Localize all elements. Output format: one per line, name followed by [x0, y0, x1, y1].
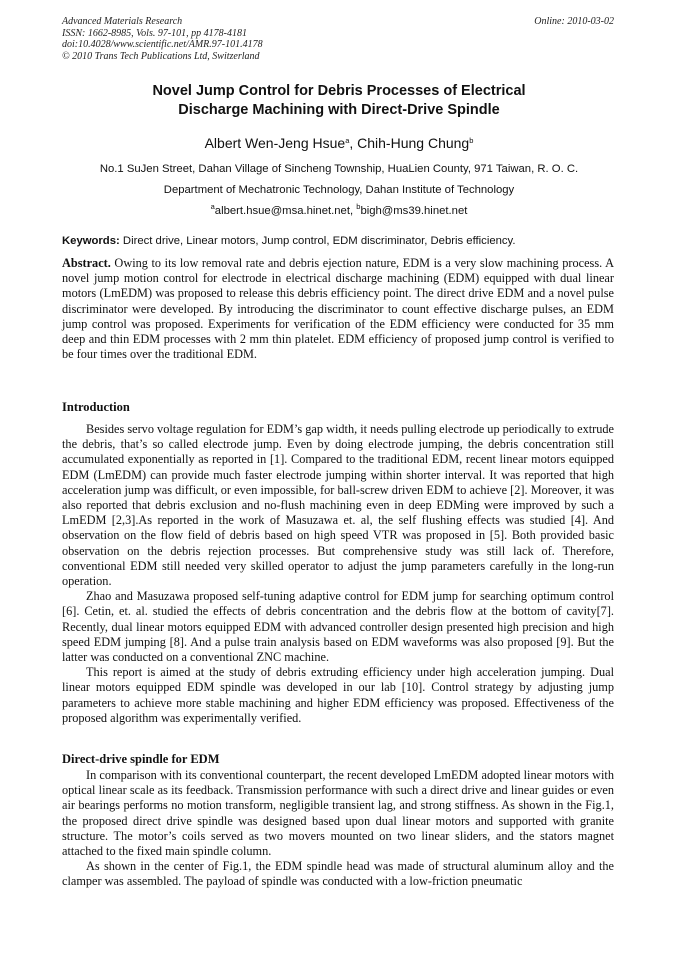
keywords-label: Keywords: — [62, 235, 120, 247]
title-line-1: Novel Jump Control for Debris Processes of Electrical — [152, 83, 526, 99]
affiliation-address: No.1 SuJen Street, Dahan Village of Sincheng Township, HuaLien County, 971 Taiwan, R. O. C. — [99, 163, 579, 175]
journal-doi: doi:10.4028/www.scientific.net/AMR.97-101.4178 — [62, 39, 263, 50]
introduction-body — [62, 422, 614, 726]
journal-name: Advanced Materials Research — [62, 16, 183, 27]
journal-issn: ISSN: 1662-8985, Vols. 97-101, pp 4178-4181 — [62, 27, 247, 39]
email-2[interactable]: bigh@ms39.hinet.net — [360, 205, 468, 217]
journal-copyright: © 2010 Trans Tech Publications Ltd, Switzerland — [62, 50, 260, 62]
title-line-2: Discharge Machining with Direct-Drive Spindle — [178, 102, 500, 118]
author-separator: , — [349, 135, 358, 151]
online-date: Online: 2010-03-02 — [534, 16, 614, 27]
keywords — [62, 235, 622, 247]
email-sup-b: b — [356, 202, 361, 211]
author-1: Albert Wen-Jeng Hsue — [204, 135, 346, 151]
email-sup-a: a — [210, 202, 215, 211]
author-2-sup: b — [469, 136, 474, 145]
spindle-paragraph-1: In comparison with its conventional counterpart, the recent developed LmEDM adopted linear motors with optical linear scale as its feedback. Transmission performance with such a direct drive and linear guides or even air bearings performs no motion transform, negligible transient lag, and strong stiffness. As shown in the Fig.1, the proposed direct drive spindle was designed based upon dual linear motors and supported with granite structure. The motor’s coils served as two movers mounted on two linear sliders, and the stators magnet attached to the fixed main spindle column. — [62, 768, 614, 859]
author-emails — [40, 202, 638, 217]
paper-title — [40, 82, 638, 120]
intro-paragraph-2: Zhao and Masuzawa proposed self-tuning adaptive control for EDM jump for searching optimum control [6]. Cetin, et. al. studied the effects of debris concentration and the debris flow at the bottom of cavity[7]. Recently, dual linear motors equipped EDM with advanced controller design presented high precision and high speed EDM jumping [8]. And a pulse train analysis based on EDM waveforms was also proposed [9]. But the latter was conducted on a conventional ZNC machine. — [62, 589, 614, 665]
direct-drive-body — [62, 768, 614, 890]
abstract — [62, 256, 614, 362]
author-list — [40, 135, 638, 151]
journal-header — [62, 16, 263, 62]
abstract-text: Owing to its low removal rate and debris ejection nature, EDM is a very slow machining process. A novel jump motion control for electrode in electrical discharge machining (EDM) equipped with dual linear motors (LmEDM) was proposed to release this debris efficiency point. The direct drive EDM and a novel pulse discriminator were developed. By introducing the discriminator to count effective discharge pulses, an EDM jump control was proposed. Experiments for verification of the EDM efficiency were conducted for 35 mm deep and thin EDM processes with 2 mm thin platelet. EDM efficiency of proposed jump control is verified to be four times over the traditional EDM. — [62, 256, 614, 362]
section-heading-introduction: Introduction — [62, 400, 130, 414]
affiliation-department: Department of Mechatronic Technology, Dahan Institute of Technology — [163, 184, 515, 196]
section-heading-direct-drive: Direct-drive spindle for EDM — [62, 752, 220, 766]
keywords-text: Direct drive, Linear motors, Jump control, EDM discriminator, Debris efficiency. — [119, 235, 516, 247]
author-1-sup: a — [345, 136, 350, 145]
intro-paragraph-3: This report is aimed at the study of debris extruding efficiency under high acceleration jumping. Dual linear motors equipped EDM spindle was developed in our lab [10]. Control strategy by adjusting jump parameters to achieve more stable machining and higher EDM efficiency was proposed. Effectiveness of the proposed algorithm was experimentally verified. — [62, 665, 614, 725]
author-2: Chih-Hung Chung — [357, 135, 470, 151]
intro-paragraph-1: Besides servo voltage regulation for EDM’s gap width, it needs pulling electrode up periodically to extrude the debris, that’s so called electrode jump. Even by doing electrode jumping, the debris concentration still accumulated exponentially as reported in [1]. Compared to the traditional EDM, recent linear motors equipped EDM (LmEDM) can provide much faster electrode jumping within shorter interval. It was reported that high acceleration jump was difficult, or even impossible, for ball-screw driven EDM to achieve [2]. Moreover, it was also reported that debris exclusion and no-flush machining even in deep EDMing were improved by such a LmEDM [2,3].As reported in the work of Masuzawa et. al, the self flushing effects was studied [4]. And observation on the flow field of debris based on high speed VTR was proposed in [5]. Both provided basic observation on the debris rejection processes. But comprehensive study was still lack of. Therefore, conventional EDM still needed very skilled operator to adjust the jump parameters carefully in the long-run operation. — [62, 422, 614, 589]
email-1[interactable]: albert.hsue@msa.hinet.net, — [214, 205, 357, 217]
abstract-label: Abstract. — [62, 256, 111, 270]
spindle-paragraph-2: As shown in the center of Fig.1, the EDM spindle head was made of structural aluminum alloy and the clamper was assembled. The payload of spindle was conducted with a low-friction pneumatic — [62, 859, 614, 889]
